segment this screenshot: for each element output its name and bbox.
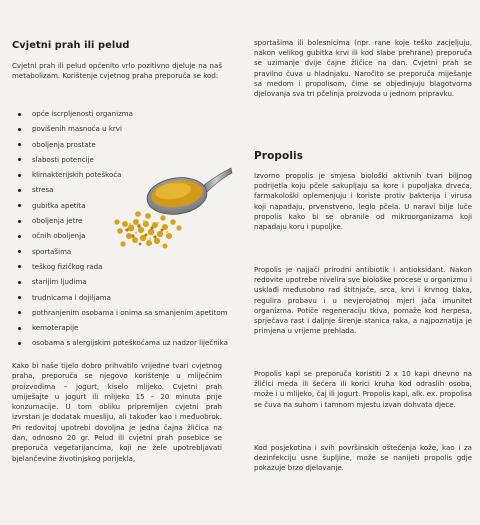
indication-list-item: klimakterijskih poteškoća <box>12 170 234 180</box>
propolis-paragraph-4: Kod posjekotina i svih površinskih oštećenja kože, kao i za dezinfekciju usne šupljine, može se nanijeti propolis gdje pokazuje brzo djelovanje. <box>254 443 472 473</box>
indication-list-item: očnih oboljenja <box>12 231 234 241</box>
indication-list-item: teškog fizičkog rada <box>12 262 234 272</box>
indication-list-item: kemoterapije <box>12 323 234 333</box>
indication-list-item: povišenih masnoća u krvi <box>12 124 234 134</box>
indication-list-item: trudnicama i dojiljama <box>12 293 234 303</box>
propolis-heading: Propolis <box>254 150 304 162</box>
propolis-paragraph-1: Izvorno propolis je smjesa biološki aktivnih tvari biljnog podrijetla koju pčele sakupljaju sa kore i pupoljaka drveća, farmakološki oplemenjuju i koriste protiv bakterija i virusa koji napadaju, prvenstveno, leglo pčela. U naravi bilje luče propolis kako bi se obranile od mikroorganizama koji napadaju koru i pupoljke. <box>254 171 472 232</box>
indication-list-item: pothranjenim osobama i onima sa smanjenim apetitom <box>12 308 232 318</box>
propolis-paragraph-2: Propolis je najjači prirodni antibiotik i antioksidant. Nakon redovite upotrebe nivelira sve biološke procese u organizmu i usklađi međusobno rad štitnjače, srca, krvi i krvnog tlaka, regulira probavu i u nevjerojatnoj mjeri jača imunitet organizma. Potiče regeneraciju tkiva, pomaže kod herpesa, sprječava rast i daljnje širenje stanica raka, a najpoznatija je primjena u vrijeme prehlada. <box>254 265 472 336</box>
pollen-spoon-image <box>105 164 233 254</box>
pollen-usage-paragraph: Kako bi naše tijelo dobro prihvatilo vrijedne tvari cvjetnog praha, preporuča se njegovo korištenje u mliječnim proizvodima – jogurt, kiselo mlijeko. Cvjetni prah umiješajte u jogurt ili mlijeko 15 – 20 minuta prije konzumacije. U tom obliku pripremljen cvjetni prah izvrstan je dodatak muesliju, ali također kao i međuobrok. Pri redovitoj upotrebi dovoljna je jedna čajna žličica na dan, odnosno 20 gr. Pelud ili cvjetni prah posebice se preporuča vegetarijancima, koji ne žele upotrebljavati bjelančevine životinjskog porijekla, <box>12 361 222 463</box>
indication-list-item: sportašima <box>12 247 234 257</box>
indication-list-item: oboljenja prostate <box>12 140 234 150</box>
pollen-continuation: sportašima ili bolesnicima (npr. rane koje teško zacjeljuju, nakon velikog gubitka krvi ili kod slabe prehrane) preporuča se uzimanje dvije čajne žličice na dan. Cvjetni prah se pravilno čuva u hladnjaku. Naročito se preporuča miješanje sa medom i propolisom, čime se objedinjuju blagotvorna djelovanja sva tri pčelinja proizvoda u jednom pripravku. <box>254 38 472 99</box>
indication-list-item: oboljenja jetre <box>12 216 234 226</box>
indication-list-item: starijim ljudima <box>12 277 234 287</box>
pollen-intro: Cvjetni prah ili pelud općenito vrlo pozitivno djeluje na naš metabolizam. Korištenje cvjetnog praha preporuča se kod: <box>12 61 222 80</box>
indication-list-item: stresa <box>12 185 234 195</box>
indication-list-item: osobama s alergijskim poteškoćama uz nadzor liječnika <box>12 338 232 348</box>
indication-list-item: gubitka apetita <box>12 201 234 211</box>
pollen-spoon-svg <box>105 164 233 254</box>
pollen-heading: Cvjetni prah ili pelud <box>12 40 130 51</box>
propolis-paragraph-3: Propolis kapi se preporuča koristiti 2 x 10 kapi dnevno na žličici meda ili šećera ili korici kruha kod odraslih osoba, može i u mlijeko, čaj ili jogurt. Propolis kapi, alk. ex. propolisa se čuva na suhom i tamnom mjestu izvan dohvata djece. <box>254 369 472 409</box>
indication-list-item: opće iscrpljenosti organizma <box>12 109 234 119</box>
indication-list-item: slabosti potencije <box>12 155 234 165</box>
